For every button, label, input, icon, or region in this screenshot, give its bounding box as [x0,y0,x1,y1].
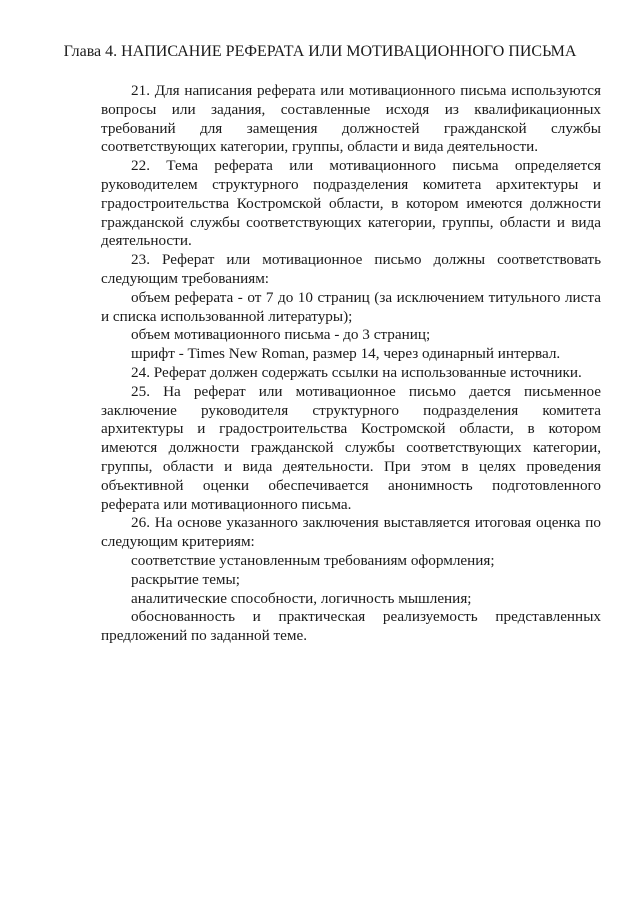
criteria-item: раскрытие темы; [131,570,240,588]
paragraph-23: 23. Реферат или мотивационное письмо должны соответствовать следующим требованиям: [101,251,601,287]
chapter-title: Глава 4. НАПИСАНИЕ РЕФЕРАТА ИЛИ МОТИВАЦИОННОГО ПИСЬМА [63,43,577,60]
paragraph-21: 21. Для написания реферата или мотивационного письма используются вопросы или задания, составленные исходя из квалификационных требований для замещения должностей гражданской службы соответствующих категории, группы, области и вида деятельности. [101,82,601,156]
paragraph-26: 26. На основе указанного заключения выставляется итоговая оценка по следующим критериям: [101,514,601,551]
requirement-item: объем реферата - от 7 до 10 страниц (за исключением титульного листа и списка использованной литературы); [101,288,601,325]
criteria-item: соответствие установленным требованиям оформления; [131,551,495,569]
paragraph-22: 22. Тема реферата или мотивационного письма определяется руководителем структурного подразделения комитета архитектуры и градостроительства Костромской области, в котором имеются должности гражданской службы соответствующих категории, группы, области и вида деятельности. [101,157,601,250]
criteria-item: обоснованность и практическая реализуемость представленных предложений по заданной теме. [101,608,601,645]
requirement-item: шрифт - Times New Roman, размер 14, через одинарный интервал. [131,345,561,363]
requirement-item: объем мотивационного письма - до 3 страниц; [131,326,431,344]
criteria-item: аналитические способности, логичность мышления; [131,589,472,607]
paragraph-24: 24. Реферат должен содержать ссылки на использованные источники. [131,363,582,381]
paragraph-25: 25. На реферат или мотивационное письмо дается письменное заключение руководителя структурного подразделения комитета архитектуры и градостроительства Костромской области, в котором имеются должности гражданской службы соответствующих категории, группы, области и вида деятельности. При этом в целях проведения объективной оценки обеспечивается анонимность подготовленного реферата или мотивационного письма. [101,382,601,513]
document-body [101,82,601,646]
